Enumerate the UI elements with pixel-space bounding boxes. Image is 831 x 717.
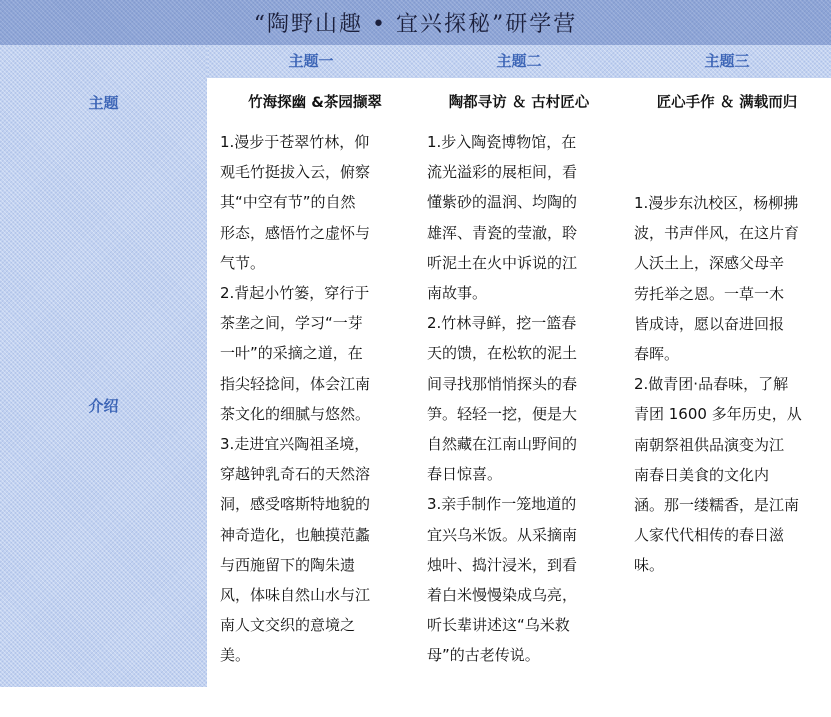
intro-line: 1.漫步东氿校区，杨柳拂: [634, 194, 799, 212]
intro-line: 2.竹林寻鲜，挖一篮春: [427, 314, 577, 333]
intro-line: 宜兴乌米饭。从采摘南: [427, 525, 578, 544]
intro-line: 2.背起小竹篓，穿行于: [220, 284, 370, 303]
intro-line: 1.步入陶瓷博物馆，在: [427, 133, 577, 151]
intro-line: 神奇造化，也触摸范蠡: [220, 525, 371, 544]
intro-line: 气节。: [220, 253, 266, 272]
intro-line: 穿越钟乳奇石的天然溶: [220, 465, 371, 484]
intro-line: 自然藏在江南山野间的: [427, 435, 578, 454]
intro-line: 指尖轻捻间，体会江南: [220, 374, 371, 393]
intro-line: 美。: [220, 646, 251, 665]
intro-line: 春日惊喜。: [427, 465, 503, 484]
column-header-3: 主题三: [704, 52, 750, 70]
column-header-2: 主题二: [496, 52, 542, 70]
intro-line: 2.做青团·品春味，了解: [634, 375, 789, 394]
intro-line: 与西施留下的陶朱遗: [220, 555, 356, 574]
intro-line: 人沃土上，深感父母辛: [634, 254, 785, 273]
intro-line: 茶垄之间，学习“一芽: [220, 314, 363, 333]
intro-line: 懂紫砂的温润、均陶的: [427, 193, 578, 212]
intro-text-3: [634, 188, 802, 581]
intro-line: 3.亲手制作一笼地道的: [427, 495, 577, 514]
intro-line: 人家代代相传的春日滋: [634, 526, 785, 545]
intro-line: 1.漫步于苍翠竹林，仰: [220, 133, 370, 151]
intro-line: 天的馈，在松软的泥土: [427, 344, 578, 363]
intro-line: 南朝祭祖供品演变为江: [634, 435, 785, 454]
intro-line: 母”的古老传说。: [427, 646, 540, 665]
intro-line: 一叶”的采摘之道，在: [220, 344, 363, 363]
intro-line: 3.走进宜兴陶祖圣境，: [220, 435, 370, 454]
intro-line: 间寻找那悄悄探头的春: [427, 374, 578, 393]
row-label-column: [0, 45, 207, 687]
intro-line: 洞，感受喀斯特地貌的: [220, 495, 371, 514]
topic-title-2: 陶都寻访 ＆ 古村匠心: [448, 95, 590, 111]
intro-line: 茶文化的细腻与悠然。: [220, 404, 371, 423]
intro-text-1: [220, 127, 370, 671]
intro-line: 青团 1600 多年历史，从: [634, 405, 802, 424]
column-header-1: 主题一: [288, 52, 334, 70]
topic-title-3: 匠心手作 ＆ 满载而归: [656, 95, 798, 111]
row-label-topic: 主题: [88, 94, 119, 112]
intro-line: 听泥土在火中诉说的江: [427, 253, 578, 272]
topic-title-1: 竹海探幽 &茶园撷翠: [248, 95, 382, 111]
intro-line: 味。: [634, 556, 665, 575]
intro-line: 涵。那一缕糯香，是江南: [634, 496, 800, 515]
intro-text-2: [427, 127, 577, 671]
intro-line: 劳托举之恩。一草一木: [634, 284, 785, 303]
intro-line: 皆成诗，愿以奋进回报: [634, 314, 785, 333]
intro-line: 听长辈讲述这“乌米救: [427, 616, 570, 635]
intro-line: 其“中空有节”的自然: [220, 193, 356, 212]
intro-line: 南人文交织的意境之: [220, 616, 356, 635]
intro-line: 形态，感悟竹之虚怀与: [220, 223, 371, 242]
intro-line: 雄浑、青瓷的莹澈，聆: [427, 223, 578, 242]
title-banner: [0, 0, 831, 45]
intro-line: 笋。轻轻一挖，便是大: [427, 404, 578, 423]
intro-line: 波，书声伴风，在这片育: [634, 224, 800, 243]
intro-line: 着白米慢慢染成乌亮，: [427, 586, 578, 605]
intro-line: 流光溢彩的展柜间，看: [427, 163, 578, 182]
intro-line: 观毛竹挺拔入云，俯察: [220, 163, 371, 182]
intro-line: 风，体味自然山水与江: [220, 586, 371, 605]
intro-line: 烛叶、捣汁浸米，到看: [427, 555, 578, 574]
row-label-intro: 介绍: [88, 397, 119, 415]
intro-line: 南故事。: [427, 284, 488, 303]
intro-line: 南春日美食的文化内: [634, 465, 770, 484]
intro-line: 春晖。: [634, 345, 680, 364]
page-title: “陶野山趣 • 宜兴探秘”研学营: [253, 12, 578, 37]
